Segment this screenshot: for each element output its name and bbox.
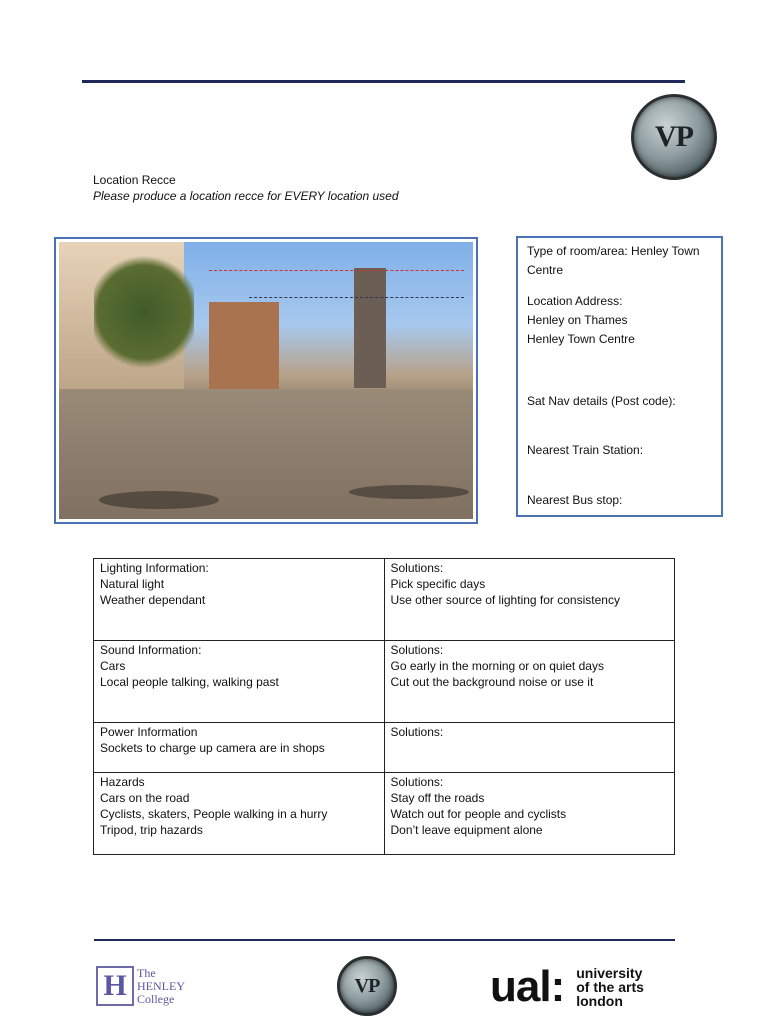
photo-bunting: [209, 270, 464, 299]
power-info-cell: [94, 723, 385, 773]
bottom-divider: [94, 939, 675, 941]
cell-line: Sockets to charge up camera are in shops: [100, 741, 325, 755]
cell-line: Cars: [100, 659, 126, 673]
ual-wordmark-line: london: [576, 993, 623, 1009]
photo-shadow: [349, 485, 469, 499]
cell-line: Tripod, trip hazards: [100, 823, 203, 837]
sat-nav-label: Sat Nav details (Post code):: [527, 394, 676, 408]
ual-wordmark-line: university: [576, 965, 643, 981]
location-photo: [59, 242, 473, 519]
address-label: Location Address:: [527, 294, 623, 308]
address-line: Henley Town Centre: [527, 332, 635, 346]
cell-line: Lighting Information:: [100, 561, 209, 575]
cell-line: Watch out for people and cyclists: [390, 807, 567, 821]
location-details-box: [516, 236, 723, 517]
henley-college-logo: [96, 964, 196, 1008]
henley-crest-icon: H: [96, 966, 134, 1006]
cell-line: Solutions:: [390, 725, 444, 739]
cell-line: Power Information: [100, 725, 198, 739]
cell-line: Cars on the road: [100, 791, 190, 805]
recce-table: [93, 558, 675, 855]
henley-wordmark-line: College: [137, 991, 175, 1006]
ual-wordmark: [576, 966, 644, 1008]
train-station-label: Nearest Train Station:: [527, 443, 644, 457]
bus-stop-label: Nearest Bus stop:: [527, 493, 623, 507]
cell-line: Pick specific days: [390, 577, 486, 591]
henley-wordmark-line: The: [137, 965, 156, 980]
sound-info-cell: [94, 641, 385, 723]
ual-wordmark-line: of the arts: [576, 979, 644, 995]
type-of-room: Type of room/area: Henley Town Centre: [527, 244, 700, 277]
hazards-solutions-cell: [384, 773, 675, 855]
table-row: [94, 773, 675, 855]
cell-line: Solutions:: [390, 775, 444, 789]
lighting-solutions-cell: [384, 559, 675, 641]
lighting-info-cell: [94, 559, 385, 641]
hazards-info-cell: [94, 773, 385, 855]
table-row: [94, 559, 675, 641]
cell-line: Weather dependant: [100, 593, 206, 607]
cell-line: Use other source of lighting for consistency: [390, 593, 620, 607]
photo-tree: [94, 252, 194, 372]
sound-solutions-cell: [384, 641, 675, 723]
cell-line: Cut out the background noise or use it: [390, 675, 594, 689]
page-subtitle: Please produce a location recce for EVERY location used: [93, 189, 399, 203]
table-row: [94, 641, 675, 723]
vp-footer-logo: VP: [337, 956, 397, 1016]
cell-line: Stay off the roads: [390, 791, 485, 805]
top-divider: [82, 80, 685, 83]
cell-line: Solutions:: [390, 643, 444, 657]
cell-line: Cyclists, skaters, People walking in a hurry: [100, 807, 328, 821]
location-photo-frame: [54, 237, 478, 524]
cell-line: Don’t leave equipment alone: [390, 823, 543, 837]
cell-line: Hazards: [100, 775, 145, 789]
power-solutions-cell: [384, 723, 675, 773]
address-line: Henley on Thames: [527, 313, 628, 327]
vp-logo: VP: [631, 94, 717, 180]
cell-line: Natural light: [100, 577, 165, 591]
photo-shadow: [99, 491, 219, 509]
henley-wordmark-line: HENLEY: [137, 978, 185, 993]
ual-logo: [490, 962, 675, 1012]
cell-line: Local people talking, walking past: [100, 675, 279, 689]
henley-college-wordmark: [137, 967, 185, 1006]
photo-bunting: [249, 297, 464, 308]
page-title: Location Recce: [93, 173, 176, 187]
photo-building-mid: [209, 302, 279, 402]
cell-line: Go early in the morning or on quiet days: [390, 659, 604, 673]
cell-line: Sound Information:: [100, 643, 202, 657]
ual-mark: ual:: [490, 962, 565, 1011]
cell-line: Solutions:: [390, 561, 444, 575]
table-row: [94, 723, 675, 773]
